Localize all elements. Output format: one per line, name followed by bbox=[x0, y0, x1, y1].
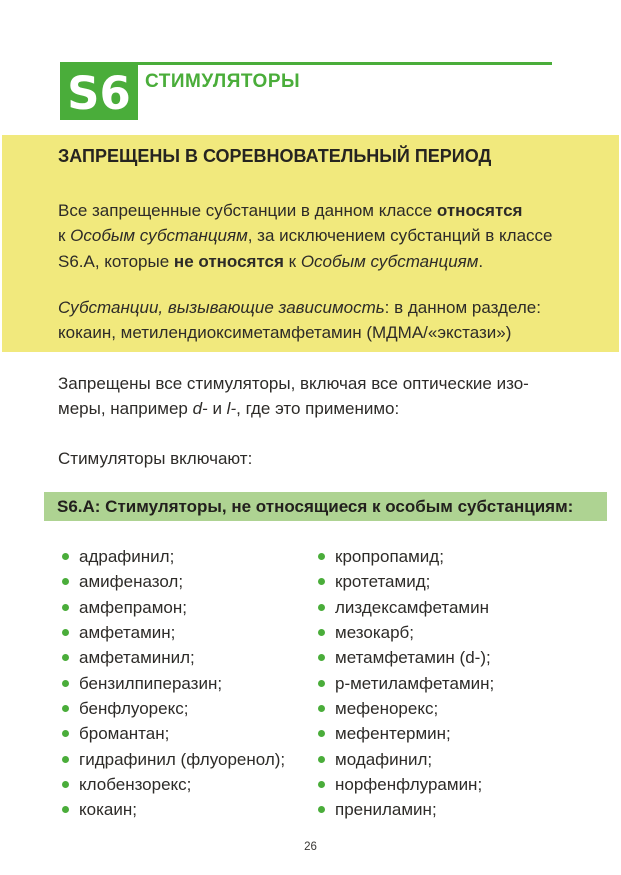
bullet-icon bbox=[62, 604, 69, 611]
bullet-icon bbox=[62, 756, 69, 763]
list-item bbox=[318, 773, 598, 798]
list-item bbox=[62, 545, 312, 570]
list-item bbox=[318, 621, 598, 646]
list-intro-text: Стимуляторы включают: bbox=[58, 449, 253, 468]
list-item bbox=[62, 773, 312, 798]
substance-list-right-column bbox=[318, 545, 598, 824]
bullet-icon bbox=[62, 629, 69, 636]
list-item bbox=[318, 697, 598, 722]
substance-name: бензилпиперазин; bbox=[79, 673, 223, 693]
text-line: меры, например d- и l-, где это применимо: bbox=[58, 399, 400, 419]
substance-name: бромантан; bbox=[79, 724, 170, 744]
list-item bbox=[62, 621, 312, 646]
text-line: кокаин, метилендиоксиметамфетамин (МДМА/«экстази») bbox=[58, 323, 512, 343]
substance-name: кротетамид; bbox=[335, 572, 431, 592]
list-item bbox=[318, 748, 598, 773]
list-item bbox=[318, 570, 598, 595]
list-item bbox=[62, 798, 312, 823]
notice-paragraph-2 bbox=[58, 295, 541, 346]
bullet-icon bbox=[318, 730, 325, 737]
body-paragraph bbox=[58, 371, 529, 422]
substance-name: амфепрамон; bbox=[79, 597, 187, 617]
substance-name: амифеназол; bbox=[79, 572, 184, 592]
substance-name: амфетамин; bbox=[79, 623, 176, 643]
substance-name: гидрафинил (флуоренол); bbox=[79, 749, 286, 769]
bullet-icon bbox=[318, 781, 325, 788]
list-item bbox=[318, 596, 598, 621]
list-item bbox=[62, 570, 312, 595]
list-item bbox=[62, 596, 312, 621]
bullet-icon bbox=[62, 781, 69, 788]
substance-name: прениламин; bbox=[335, 800, 437, 820]
text-line: к Особым субстанциям, за исключением субстанций в классе bbox=[58, 226, 553, 246]
list-item bbox=[62, 672, 312, 697]
list-item bbox=[318, 672, 598, 697]
bullet-icon bbox=[318, 578, 325, 585]
bullet-icon bbox=[318, 604, 325, 611]
section-code-badge bbox=[60, 65, 138, 120]
bullet-icon bbox=[318, 654, 325, 661]
text-line: Все запрещенные субстанции в данном классе относятся bbox=[58, 201, 523, 220]
bullet-icon bbox=[318, 629, 325, 636]
bullet-icon bbox=[62, 730, 69, 737]
substance-name: мефентермин; bbox=[335, 724, 451, 744]
substance-name: кокаин; bbox=[79, 800, 137, 820]
substance-name: мезокарб; bbox=[335, 623, 415, 643]
substance-name: клобензорекс; bbox=[79, 775, 192, 795]
substance-name: норфенфлурамин; bbox=[335, 775, 483, 795]
text-line: Запрещены все стимуляторы, включая все оптические изо- bbox=[58, 374, 529, 393]
substance-name: бенфлуорекс; bbox=[79, 699, 189, 719]
bullet-icon bbox=[318, 553, 325, 560]
substance-name: амфетаминил; bbox=[79, 648, 195, 668]
substance-list-left-column bbox=[62, 545, 312, 824]
section-code: S6 bbox=[67, 67, 131, 120]
bullet-icon bbox=[318, 705, 325, 712]
bullet-icon bbox=[318, 806, 325, 813]
list-item bbox=[62, 722, 312, 747]
list-item bbox=[62, 646, 312, 671]
substance-name: лиздексамфетамин bbox=[335, 597, 489, 617]
section-s6a-header: S6.A: Стимуляторы, не относящиеся к особым субстанциям: bbox=[44, 492, 607, 521]
notice-heading: ЗАПРЕЩЕНЫ В СОРЕВНОВАТЕЛЬНЫЙ ПЕРИОД bbox=[58, 146, 492, 166]
list-item bbox=[318, 545, 598, 570]
list-item bbox=[318, 798, 598, 823]
list-item bbox=[318, 722, 598, 747]
text-line: Субстанции, вызывающие зависимость: в данном разделе: bbox=[58, 298, 541, 317]
list-item bbox=[62, 748, 312, 773]
substance-name: метамфетамин (d-); bbox=[335, 648, 491, 668]
substance-name: мефенорекс; bbox=[335, 699, 439, 719]
bullet-icon bbox=[62, 578, 69, 585]
bullet-icon bbox=[62, 553, 69, 560]
bullet-icon bbox=[62, 680, 69, 687]
bullet-icon bbox=[62, 806, 69, 813]
bullet-icon bbox=[62, 654, 69, 661]
bullet-icon bbox=[318, 756, 325, 763]
bullet-icon bbox=[62, 705, 69, 712]
page-title: СТИМУЛЯТОРЫ bbox=[145, 71, 301, 92]
substance-name: кропропамид; bbox=[335, 547, 444, 566]
prohibited-in-competition-box bbox=[2, 135, 619, 352]
list-item bbox=[62, 697, 312, 722]
substance-name: адрафинил; bbox=[79, 547, 175, 566]
text-line: S6.A, которые не относятся к Особым субстанциям. bbox=[58, 251, 484, 271]
page-number: 26 bbox=[304, 841, 317, 853]
substance-name: модафинил; bbox=[335, 749, 433, 769]
substance-name: p-метиламфетамин; bbox=[335, 673, 495, 693]
bullet-icon bbox=[318, 680, 325, 687]
notice-paragraph-1 bbox=[58, 198, 552, 274]
list-item bbox=[318, 646, 598, 671]
